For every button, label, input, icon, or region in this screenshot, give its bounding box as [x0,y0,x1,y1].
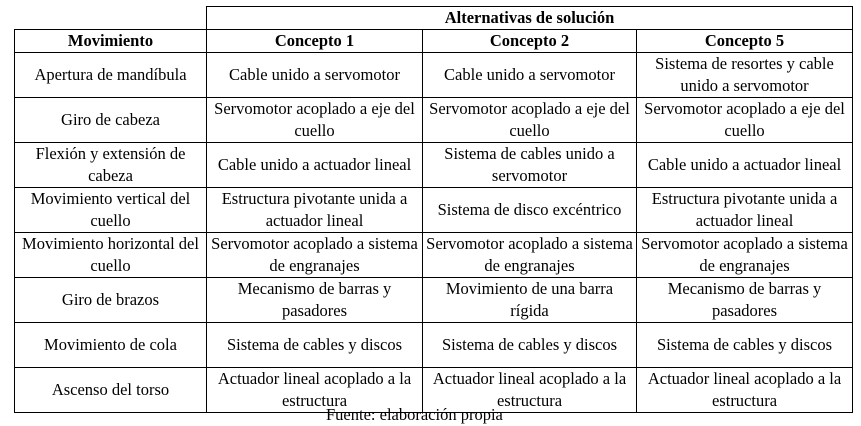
group-header: Alternativas de solución [207,7,853,30]
concept-cell: Servomotor acoplado a sistema de engranajes [423,233,637,278]
concept-cell: Estructura pivotante unida a actuador lineal [637,188,853,233]
concept-cell: Cable unido a servomotor [423,53,637,98]
empty-corner-cell [15,7,207,30]
table-row [15,143,853,188]
concept-cell: Actuador lineal acoplado a la estructura [637,368,853,413]
table-row [15,323,853,368]
concept-cell: Sistema de disco excéntrico [423,188,637,233]
column-header-movimiento: Movimiento [15,30,207,53]
table-row [15,188,853,233]
source-caption: Fuente: elaboración propia [326,405,503,424]
concept-cell: Movimiento de una barra rígida [423,278,637,323]
concept-cell: Sistema de cables y discos [637,323,853,368]
concept-cell: Actuador lineal acoplado a la estructura [207,368,423,413]
concept-cell: Mecanismo de barras y pasadores [207,278,423,323]
column-header-concepto-5: Concepto 5 [637,30,853,53]
concept-cell: Mecanismo de barras y pasadores [637,278,853,323]
solution-alternatives-table [14,6,853,413]
movement-cell: Movimiento horizontal del cuello [15,233,207,278]
concept-cell: Servomotor acoplado a eje del cuello [207,98,423,143]
concept-cell: Servomotor acoplado a eje del cuello [423,98,637,143]
concept-cell: Actuador lineal acoplado a la estructura [423,368,637,413]
table-row [15,233,853,278]
concept-cell: Servomotor acoplado a sistema de engranajes [207,233,423,278]
concept-cell: Estructura pivotante unida a actuador lineal [207,188,423,233]
movement-cell: Giro de cabeza [15,98,207,143]
table-body [15,53,853,413]
movement-cell: Flexión y extensión de cabeza [15,143,207,188]
table-row [15,98,853,143]
concept-cell: Cable unido a actuador lineal [637,143,853,188]
concept-cell: Cable unido a servomotor [207,53,423,98]
concept-cell: Sistema de cables y discos [207,323,423,368]
movement-cell: Movimiento vertical del cuello [15,188,207,233]
movement-cell: Ascenso del torso [15,368,207,413]
concept-cell: Servomotor acoplado a sistema de engranajes [637,233,853,278]
concept-cell: Sistema de cables unido a servomotor [423,143,637,188]
concept-cell: Sistema de cables y discos [423,323,637,368]
table-row [15,53,853,98]
table-row [15,278,853,323]
movement-cell: Giro de brazos [15,278,207,323]
movement-cell: Apertura de mandíbula [15,53,207,98]
concept-cell: Servomotor acoplado a eje del cuello [637,98,853,143]
concept-cell: Sistema de resortes y cable unido a servomotor [637,53,853,98]
column-header-concepto-2: Concepto 2 [423,30,637,53]
concept-cell: Cable unido a actuador lineal [207,143,423,188]
column-header-concepto-1: Concepto 1 [207,30,423,53]
movement-cell: Movimiento de cola [15,323,207,368]
